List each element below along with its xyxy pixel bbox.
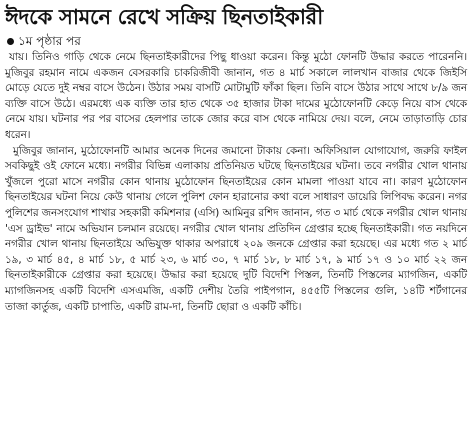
article-body <box>5 50 467 315</box>
bullet-icon <box>7 38 14 45</box>
continued-from-page-one <box>5 33 467 49</box>
headline: ঈদকে সামনে রেখে সক্রিয় ছিনতাইকারী <box>5 5 323 29</box>
paragraph: মুজিবুর জানান, মুঠোফোনটি আমার অনেক দিনের জমানো টাকায় কেনা। অফিসিয়াল যোগাযোগ, জরুরি ফাইল সবকিছুই ওই ফোনে মধ্যে। নগরীর বিভিন্ন এলাকায় প্রতিনিয়ত ঘটছে ছিনতাইয়ের ঘটনা। তবে নগরীর খোল থানায় খুঁজলে পুরো মাসে নগরীর কোন থানায় মুঠোফোন ছিনতাইয়ের কোন মামলা পাওয়া যাবে না। কারণ মুঠোফোন ছিনতাইয়ের ঘটনা নিয়ে কেউ থানায় গেলে পুলিশ ফোন হারানোর কথা বলে সাধারণ ডায়েরি লিপিবদ্ধ করেন। নগর পুলিশের জনসংযোগ শাখার সহকারী কমিশনার (এসি) আমিনুর রশিদ জানান, গত ৩ মার্চ থেকে নগরীর খোল থানায় 'এস ড্রাইভ' নামে অভিযান চলমান রয়েছে। নগরীর খোল থানায় প্রতিদিন গ্রেপ্তার হচ্ছে ছিনতাইকারী। গত নয়দিনে নগরীর খোল থানায় ছিনতাইয়ে অভিযুক্ত থাকার অপরাধে ২০৯ জনকে গ্রেপ্তার করা হয়েছে। এর মধ্যে গত ২ মার্চ ১৯, ৩ মার্চ ৪৫, ৪ মার্চ ১৮, ৫ মার্চ ২৩, ৬ মার্চ ৩০, ৭ মার্চ ১৮, ৮ মার্চ ১৭, ৯ মার্চ ১৭ ও ১০ মার্চ ২২ জন ছিনতাইকারীকে গ্রেপ্তার করা হয়েছে। উদ্ধার করা হয়েছে দুটি বিদেশি পিস্তল, তিনটি পিস্তলের ম্যাগজিন, একটি ম্যাগজিনসহ একটি বিদেশি এসএমজি, একটি দেশীয় তৈরি পাইপগান, ৪৫৫টি পিস্তলের গুলি, ১৪টি শর্টগানের তাজা কার্তুজ, একটি চাপাতি, একটি রাম-দা, তিনটি ছোরা ও একটি কাঁচি। <box>5 144 467 313</box>
paragraph: যায়। তিনিও গাড়ি থেকে নেমে ছিনতাইকারীদের পিছু ধাওয়া করেন। কিন্তু মুঠো ফোনটি উদ্ধার করতে পারেননি। মুজিবুর রহমান নামে একজন বেসরকারি চাকরিজীবী জানান, গত ৪ মার্চ সকালে লালখান বাজার থেকে জিইসি মোড়ে যেতে দুই নম্বর বাসে উঠেন। উঠার সময় বাসটি মোটামুটি ফাঁকা ছিল। তিনি বাসে উঠার সাথে সাথে ৮/৯ জন ব্যক্তি বাসে উঠে। এরমধ্যে এক ব্যক্তি তার হাত থেকে ৩৫ হাজার টাকা দামের মুঠোফোনটি কেড়ে নিয়ে বাস থেকে নেমে যায়। ঘটনার পর পর বাসের হেলপার তাকে জোর করে বাস থেকে নামিয়ে দেয়। বলে, নেমে তাড়াতাড়ি চোর ধরেন। <box>5 51 467 141</box>
continued-label: ১ম পৃষ্ঠার পর <box>18 34 81 48</box>
